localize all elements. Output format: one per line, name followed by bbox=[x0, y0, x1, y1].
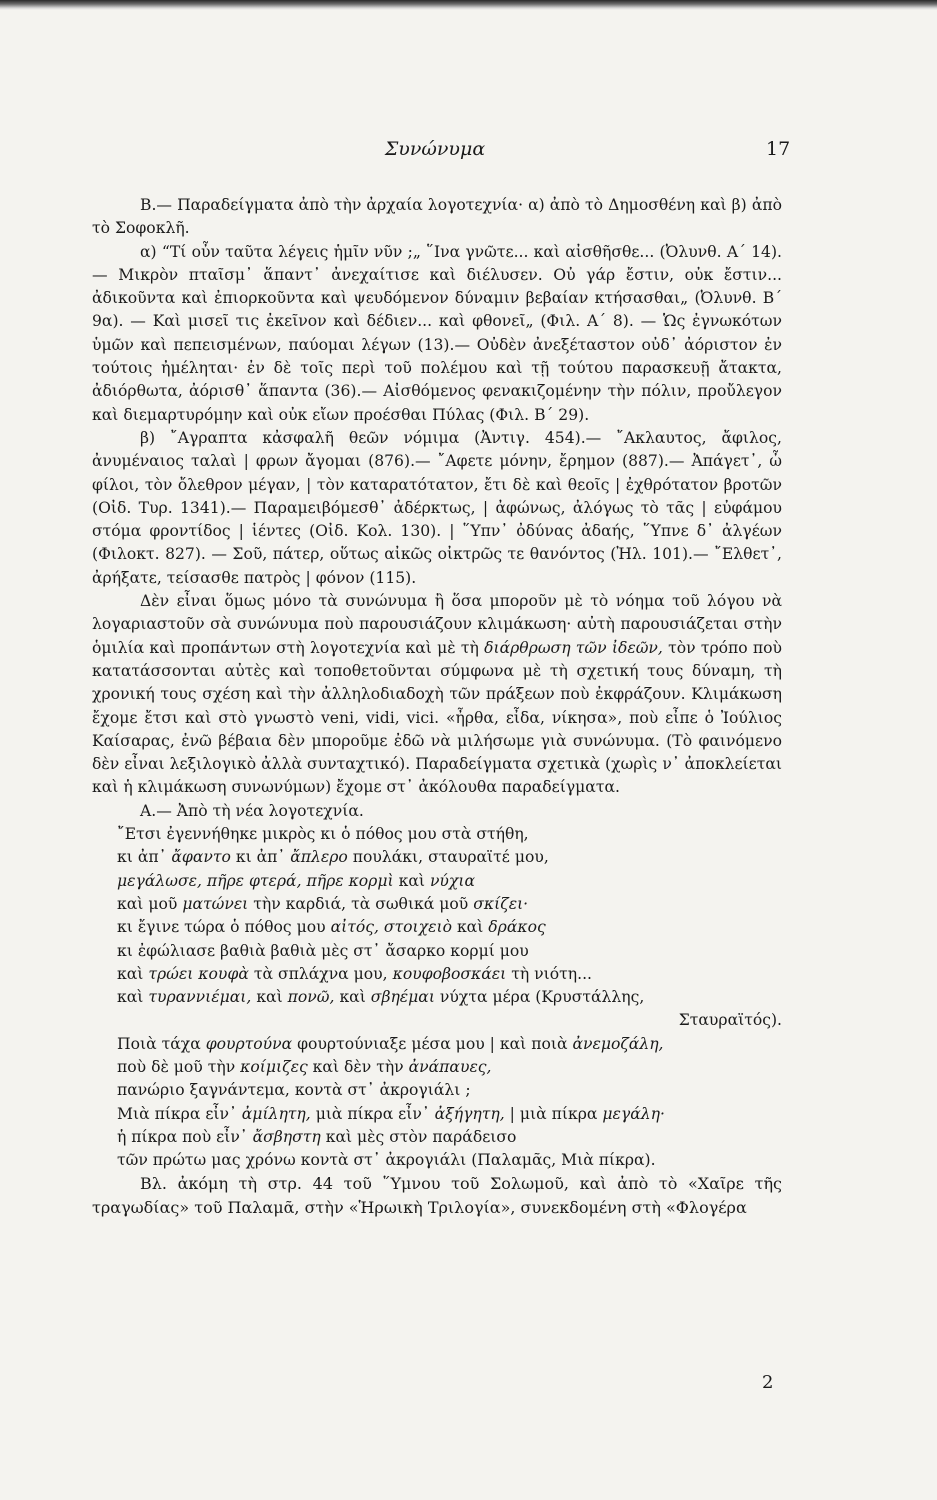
paragraph-sophocles: β) ῎Αγραπτα κἀσφαλῆ θεῶν νόμιμα (Ἀντιγ. 454).— ῎Ακλαυτος, ἄφιλος, ἀνυμέναιος ταλαὶ | φρων ἄγομαι (876).— ῎Αφετε μόνην, ἔρημον (887).— Ἀπάγετ᾽, ὦ φίλοι, τὸν ὄλεθρον μέγαν, | τὸν καταρατότατον, ἔτι δὲ καὶ θεοῖς | ἐχθρότατον βροτῶν (Οἰδ. Τυρ. 1341).— Παραμειβόμεσθ᾽ ἀδέρκτως, | ἀφώνως, ἀλόγως τὸ τᾶς | εὐφάμου στόμα φροντίδος | ἱέντες (Οἰδ. Κολ. 130). | ῞Υπν᾽ ὀδύνας ἀδαής, ῞Υπνε δ᾽ ἀλγέων (Φιλοκτ. 827). — Σοῦ, πάτερ, οὕτως αἰκῶς οἰκτρῶς τε θανόντος (Ἠλ. 101).— ῎Ελθετ᾽, ἀρήξατε, τείσασθε πατρὸς | φόνον (115). bbox=[92, 428, 782, 587]
poem-emphasis: ἀμίλητη, bbox=[241, 1104, 311, 1123]
poem-palamas bbox=[92, 1033, 782, 1173]
poem-fragment: καὶ μοῦ bbox=[117, 894, 178, 913]
paragraph-closing: Βλ. ἀκόμη τὴ στρ. 44 τοῦ ῞Υμνου τοῦ Σολωμοῦ, καὶ ἀπὸ τὸ «Χαῖρε τῆς τραγωδίας» τοῦ Παλαμᾶ, στὴν «Ἡρωικὴ Τριλογία», συνεκδομένη στὴ «Φλογέρα bbox=[92, 1174, 782, 1217]
poem-fragment: τὴν καρδιά, τὰ σωθικά μοῦ bbox=[253, 894, 469, 913]
poem-fragment: καὶ bbox=[256, 988, 283, 1007]
poem-fragment: κι ἀπ᾽ bbox=[235, 848, 286, 867]
poem-source: Σταυραϊτός). bbox=[678, 1011, 782, 1030]
poem-fragment: καὶ bbox=[339, 988, 366, 1007]
poem-fragment: καὶ bbox=[117, 988, 144, 1007]
poem-line: ῎Ετσι ἐγεννήθηκε μικρὸς κι ὁ πόθος μου στὰ στήθη, bbox=[117, 825, 529, 844]
poem-fragment: τὰ σπλάχνα μου, bbox=[253, 964, 388, 983]
poem-line bbox=[117, 986, 782, 1009]
poem-fragment: μιὰ πίκρα εἶν᾽ bbox=[315, 1104, 430, 1123]
poem-fragment: πουλάκι, σταυραϊτέ μου, bbox=[352, 848, 549, 867]
scan-edge bbox=[0, 0, 937, 10]
poem-emphasis: τρώει κουφὰ bbox=[148, 964, 249, 983]
poem-fragment: καὶ μὲς στὸν παράδεισο bbox=[325, 1127, 517, 1146]
poem-line: πανώριο ξαγνάντεμα, κοντὰ στ᾽ ἀκρογιάλι ; bbox=[117, 1081, 471, 1100]
poem-line bbox=[117, 870, 782, 893]
poem-fragment: ποὺ δὲ μοῦ τὴν bbox=[117, 1057, 236, 1076]
poem-emphasis: ἀνάπαυες, bbox=[408, 1057, 492, 1076]
poem-fragment: νύχτα μέρα (Κρυστάλλης, bbox=[439, 988, 645, 1007]
page-header bbox=[0, 138, 937, 168]
paragraph-gradation-text-a: Δὲν εἶναι ὅμως μόνο τὰ συνώνυμα ἢ ὅσα μποροῦν μὲ τὸ νόημα τοῦ λόγου νὰ λογαριαστοῦν σὰ συνώνυμα ποὺ παρουσιάζουν κλιμάκωση· αὐτὴ παρουσιάζεται στὴν ὁμιλία καὶ προπάντων στὴ λογοτεχνία καὶ μὲ τὴ bbox=[92, 592, 782, 657]
poem-emphasis: ἄπλερο bbox=[290, 848, 348, 867]
page-number: 17 bbox=[766, 138, 791, 160]
poem-fragment: τὴ νιότη... bbox=[511, 964, 592, 983]
poem-emphasis: κοίμιζες bbox=[240, 1057, 308, 1076]
poem-emphasis: σκίζει· bbox=[473, 894, 529, 913]
paragraph-gradation bbox=[92, 590, 782, 800]
poem-fragment: καὶ bbox=[456, 918, 484, 937]
poem-line bbox=[117, 1056, 782, 1079]
poem-emphasis: νύχια bbox=[429, 871, 475, 890]
poem-emphasis: αἰτός, στοιχειὸ bbox=[330, 918, 452, 937]
poem-fragment: ἡ πίκρα ποὺ εἶν᾽ bbox=[117, 1127, 248, 1146]
running-title: Συνώνυμα bbox=[384, 138, 486, 160]
signature-mark: 2 bbox=[762, 1372, 774, 1393]
poem-fragment: καὶ bbox=[398, 871, 425, 890]
poem-emphasis: τυραννιέμαι, bbox=[148, 988, 252, 1007]
poem-line bbox=[117, 1033, 782, 1056]
poem-emphasis: ἀνεμοζάλη, bbox=[572, 1034, 664, 1053]
page-body bbox=[92, 194, 782, 1219]
poem-fragment: Μιὰ πίκρα εἶν᾽ bbox=[117, 1104, 237, 1123]
poem-line bbox=[117, 1126, 782, 1149]
section-heading-a: Α.— Ἀπὸ τὴ νέα λογοτεχνία. bbox=[140, 801, 364, 820]
paragraph-gradation-text-b: τὸν τρόπο ποὺ κατατάσσονται αὐτὲς καὶ τοποθετοῦνται σύμφωνα μὲ τὴ σχετική τους δύναμη, τὴ χρονική τους σχέση καὶ τὴν ἀλληλοδιαδοχὴ τῶν πράξεων ποὺ ἐκφράζουν. Κλιμάκωση ἔχομε ἔτσι καὶ στὸ γνωστὸ veni, vidi, vici. «ἦρθα, εἶδα, νίκησα», ποὺ εἶπε ὁ Ἰούλιος Καίσαρας, ἐνῶ βέβαια δὲν μποροῦμε ἐδῶ νὰ μιλήσωμε γιὰ συνώνυμα. (Τὸ φαινόμενο δὲν εἶναι λεξιλογικὸ ἀλλὰ συνταχτικό). Παραδείγματα σχετικὰ (χωρὶς ν᾽ ἀποκλείεται καὶ ἡ κλιμάκωση συνωνύμων) ἔχομε στ᾽ ἀκόλουθα παραδείγματα. bbox=[92, 638, 783, 797]
poem-fragment: | μιὰ πίκρα bbox=[509, 1104, 598, 1123]
poem-fragment: καὶ δὲν τὴν bbox=[312, 1057, 404, 1076]
poem-line bbox=[117, 1103, 782, 1126]
poem-line: κι ἐφώλιασε βαθιὰ βαθιὰ μὲς στ᾽ ἄσαρκο κορμί μου bbox=[117, 941, 529, 960]
poem-emphasis: ματώνει bbox=[182, 894, 249, 913]
poem-emphasis: μεγάλη· bbox=[602, 1104, 665, 1123]
poem-line bbox=[117, 963, 782, 986]
poem-emphasis: φουρτούνα bbox=[205, 1034, 293, 1053]
poem-fragment: Ποιὰ τάχα bbox=[117, 1034, 201, 1053]
poem-emphasis: πονῶ, bbox=[287, 988, 335, 1007]
poem-emphasis: ἄφαντο bbox=[171, 848, 231, 867]
poem-emphasis: ἀξήγητη, bbox=[434, 1104, 505, 1123]
poem-line bbox=[117, 893, 782, 916]
poem-line bbox=[117, 846, 782, 869]
poem-fragment: κι ἀπ᾽ bbox=[117, 848, 167, 867]
paragraph-demosthenes: α) “Τί οὖν ταῦτα λέγεις ἡμῖν νῦν ;„ ῞Ινα γνῶτε... καὶ αἰσθῆσθε... (Ὀλυνθ. Α΄ 14). — Μικρὸν πταῖσμ᾽ ἅπαντ᾽ ἀνεχαίτισε καὶ διέλυσεν. Οὐ γάρ ἔστιν, οὐκ ἔστιν... ἀδικοῦντα καὶ ἐπιορκοῦντα καὶ ψευδόμενον δύναμιν βεβαίαν κτήσασθαι„ (Ὀλυνθ. Β΄ 9α). — Καὶ μισεῖ τις ἐκεῖνον καὶ δέδιεν... καὶ φθονεῖ„ (Φιλ. Α΄ 8). — Ὡς ἐγνωκότων ὑμῶν καὶ πεπεισμένων, παύομαι λέγων (13).— Οὐδὲν ἀνεξέταστον οὐδ᾽ ἀόριστον ἐν τούτοις ἠμέληται· ἐν δὲ τοῖς περὶ τοῦ πολέμου καὶ τῇ τούτου παρασκευῇ ἄτακτα, ἀδιόρθωτα, ἀόρισθ᾽ ἅπαντα (36).— Αἰσθόμενος φενακιζομένην τὴν πόλιν, προὔλεγον καὶ διεμαρτυρόμην καὶ οὐκ εἴων προέσθαι Πύλας (Φιλ. Β΄ 29). bbox=[92, 242, 782, 424]
poem-line bbox=[117, 916, 782, 939]
poem-emphasis: κουφοβοσκάει bbox=[392, 964, 507, 983]
poem-fragment: κι ἔγινε τώρα ὁ πόθος μου bbox=[117, 918, 326, 937]
poem-emphasis: σβηέμαι bbox=[370, 988, 435, 1007]
poem-fragment: φουρτούνιαξε μέσα μου | καὶ ποιὰ bbox=[297, 1034, 568, 1053]
paragraph-gradation-emphasis: διάρθρωση τῶν ἰδεῶν, bbox=[484, 638, 663, 657]
paragraph-intro: Β.— Παραδείγματα ἀπὸ τὴν ἀρχαία λογοτεχνία· α) ἀπὸ τὸ Δημοσθένη καὶ β) ἀπὸ τὸ Σοφοκλῆ. bbox=[92, 196, 782, 238]
poem-line: τῶν πρώτω μας χρόνω κοντὰ στ᾽ ἀκρογιάλι (Παλαμᾶς, Μιὰ πίκρα). bbox=[117, 1151, 656, 1170]
poem-emphasis: δράκος bbox=[488, 918, 546, 937]
poem-krystallis bbox=[92, 823, 782, 1033]
poem-emphasis: μεγάλωσε, πῆρε φτερά, πῆρε κορμὶ bbox=[117, 871, 394, 890]
poem-emphasis: ἄσβηστη bbox=[252, 1127, 321, 1146]
poem-fragment: καὶ bbox=[117, 964, 144, 983]
